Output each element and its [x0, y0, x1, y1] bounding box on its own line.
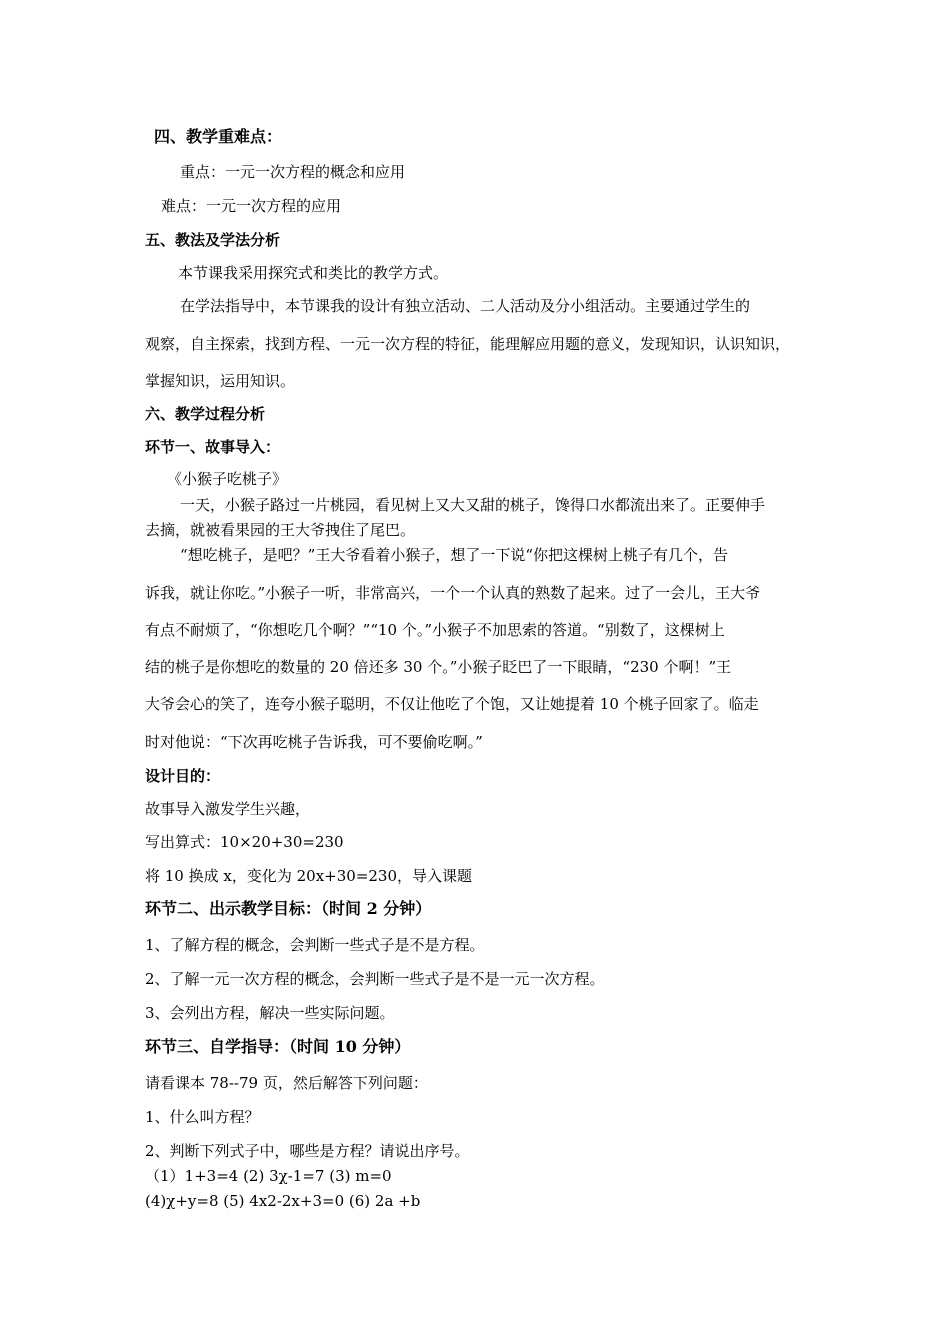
- step1-heading: 环节一、故事导入：: [145, 438, 281, 456]
- step2-heading: 环节二、出示教学目标：（时间 2 分钟）: [145, 899, 432, 918]
- design-purpose-1: 故事导入激发学生兴趣，: [145, 800, 311, 818]
- story-line-6: 结的桃子是你想吃的数量的 20 倍还多 30 个。”小猴子眨巴了一下眼睛，“230 个啊！”王: [145, 658, 732, 676]
- section5-heading: 五、教法及学法分析: [145, 231, 281, 249]
- story-line-8: 时对他说：“下次再吃桃子告诉我，可不要偷吃啊。”: [145, 733, 483, 751]
- story-line-3: “想吃桃子，是吧？”王大爷看着小猴子，想了一下说“你把这棵树上桃子有几个，告: [180, 546, 729, 564]
- method-paragraph: 本节课我采用探究式和类比的教学方式。: [178, 264, 449, 282]
- learning-method-line-3: 掌握知识，运用知识。: [145, 372, 296, 390]
- question-2: 2、判断下列式子中，哪些是方程？请说出序号。: [145, 1142, 470, 1160]
- section6-heading: 六、教学过程分析: [145, 405, 266, 423]
- equation-line-1: （1）1+3=4 (2) 3χ-1=7 (3) m=0: [145, 1167, 392, 1185]
- story-line-7: 大爷会心的笑了，连夸小猴子聪明，不仅让他吃了个饱，又让她提着 10 个桃子回家了。临走: [145, 695, 759, 713]
- section4-heading: 四、教学重难点：: [154, 127, 283, 146]
- story-line-2: 去摘，就被看果园的王大爷拽住了尾巴。: [145, 521, 416, 539]
- goal-3: 3、会列出方程，解决一些实际问题。: [145, 1004, 395, 1022]
- goal-1: 1、了解方程的概念，会判断一些式子是不是方程。: [145, 936, 485, 954]
- design-purpose-3: 将 10 换成 x，变化为 20x+30=230，导入课题: [145, 867, 473, 885]
- learning-method-line-1: 在学法指导中，本节课我的设计有独立活动、二人活动及分小组活动。主要通过学生的: [180, 297, 751, 315]
- story-line-5: 有点不耐烦了，“你想吃几个啊？”“10 个。”小猴子不加思索的答道。“别数了，这棵树上: [145, 621, 725, 639]
- self-study-intro: 请看课本 78--79 页，然后解答下列问题：: [145, 1074, 428, 1092]
- design-purpose-2: 写出算式：10×20+30=230: [145, 833, 344, 851]
- learning-method-line-2: 观察，自主探索，找到方程、一元一次方程的特征，能理解应用题的意义，发现知识，认识知识，: [145, 335, 791, 353]
- key-point-text: 重点：一元一次方程的概念和应用: [180, 163, 406, 181]
- story-title: 《小猴子吃桃子》: [167, 470, 288, 488]
- difficult-point-text: 难点：一元一次方程的应用: [161, 197, 342, 215]
- equation-line-2: (4)χ+y=8 (5) 4x2-2x+3=0 (6) 2a +b: [145, 1192, 421, 1210]
- question-1: 1、什么叫方程？: [145, 1108, 260, 1126]
- story-line-1: 一天，小猴子路过一片桃园，看见树上又大又甜的桃子，馋得口水都流出来了。正要伸手: [180, 496, 766, 514]
- design-purpose-heading: 设计目的：: [145, 767, 221, 785]
- goal-2: 2、了解一元一次方程的概念，会判断一些式子是不是一元一次方程。: [145, 970, 605, 988]
- story-line-4: 诉我，就让你吃。”小猴子一听，非常高兴，一个一个认真的熟数了起来。过了一会儿，王大爷: [145, 584, 761, 602]
- step3-heading: 环节三、自学指导：（时间 10 分钟）: [145, 1037, 411, 1056]
